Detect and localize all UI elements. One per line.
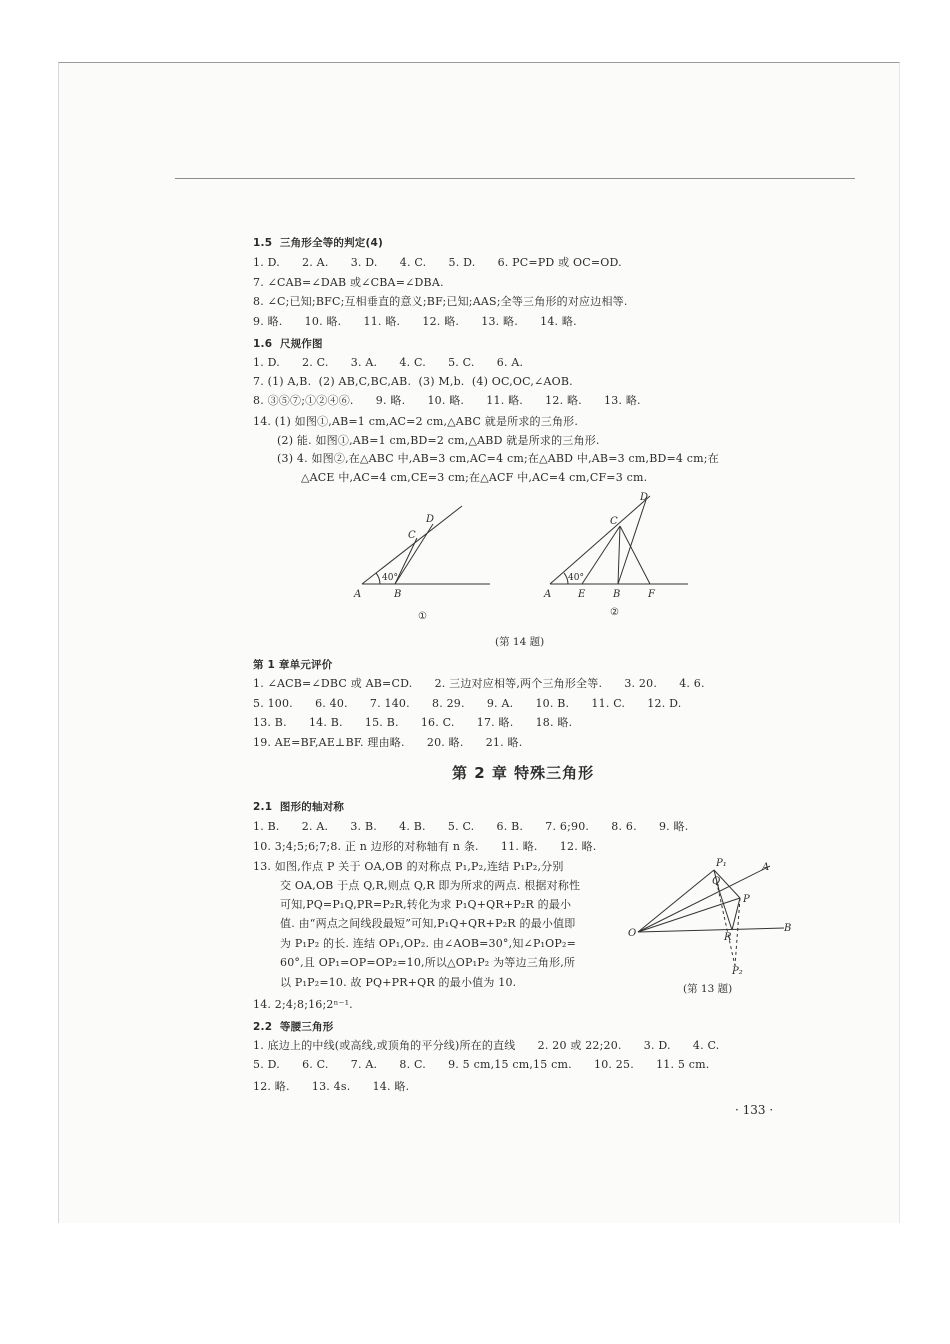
fig2-label-b: B	[613, 589, 621, 600]
figure-13	[622, 852, 802, 977]
answer-line: 9. 略. 10. 略. 11. 略. 12. 略. 13. 略. 14. 略.	[253, 315, 577, 328]
figure-13-caption: (第 13 题)	[683, 983, 733, 995]
answer-line: (2) 能. 如图①,AB=1 cm,BD=2 cm,△ABD 就是所求的三角形.	[277, 434, 600, 447]
answer-line: 1. D. 2. C. 3. A. 4. C. 5. C. 6. A.	[253, 356, 524, 369]
fig13-label-p: P	[743, 894, 750, 905]
answer-line: 5. D. 6. C. 7. A. 8. C. 9. 5 cm,15 cm,15 cm. 10. 25. 11. 5 cm.	[253, 1058, 710, 1071]
answer-line: 1. ∠ACB=∠DBC 或 AB=CD. 2. 三边对应相等,两个三角形全等. 3. 20. 4. 6.	[253, 677, 705, 690]
fig1-label-a: A	[354, 589, 362, 600]
fig13-label-r: R	[724, 932, 732, 943]
section-heading-2-2: 2.2 等腰三角形	[253, 1021, 334, 1033]
chapter-title: 第 2 章 特殊三角形	[452, 764, 595, 782]
q13-line: 可知,PQ=P₁Q,PR=P₂R,转化为求 P₁Q+QR+P₂R 的最小	[280, 898, 572, 911]
answer-line: 5. 100. 6. 40. 7. 140. 8. 29. 9. A. 10. B. 11. C. 12. D.	[253, 697, 682, 710]
answer-line: 7. ∠CAB=∠DAB 或∠CBA=∠DBA.	[253, 276, 444, 289]
fig2-label-c: C	[610, 516, 618, 527]
fig2-angle: 40°	[568, 573, 584, 583]
q13-line: 13. 如图,作点 P 关于 OA,OB 的对称点 P₁,P₂,连结 P₁P₂,分别	[253, 860, 564, 873]
answer-line: 1. D. 2. A. 3. D. 4. C. 5. D. 6. PC=PD 或 OC=OD.	[253, 256, 622, 269]
answer-line: 14. 2;4;8;16;2ⁿ⁻¹.	[253, 998, 353, 1011]
answer-line: 19. AE=BF,AE⊥BF. 理由略. 20. 略. 21. 略.	[253, 736, 523, 749]
q13-line: 以 P₁P₂=10. 故 PQ+PR+QR 的最小值为 10.	[280, 976, 517, 989]
fig13-label-o: O	[628, 928, 637, 939]
section-heading-1-6: 1.6 尺规作图	[253, 338, 323, 350]
fig2-label-e: E	[578, 589, 586, 600]
answer-line: 12. 略. 13. 4s. 14. 略.	[253, 1080, 410, 1093]
answer-line: 10. 3;4;5;6;7;8. 正 n 边形的对称轴有 n 条. 11. 略. 12. 略.	[253, 840, 597, 853]
fig13-label-a: A	[762, 862, 770, 873]
q13-line: 为 P₁P₂ 的长. 连结 OP₁,OP₂. 由∠AOB=30°,知∠P₁OP₂=	[280, 937, 576, 950]
q13-line: 交 OA,OB 于点 Q,R,则点 Q,R 即为所求的两点. 根据对称性	[280, 879, 581, 892]
page-number: · 133 ·	[735, 1103, 774, 1117]
fig13-label-b: B	[784, 923, 792, 934]
fig13-label-q: Q	[712, 876, 721, 887]
fig1-label-d: D	[426, 514, 435, 525]
answer-line: (3) 4. 如图②,在△ABC 中,AB=3 cm,AC=4 cm;在△ABD 中,AB=3 cm,BD=4 cm;在	[277, 452, 719, 465]
header-rule	[175, 178, 855, 179]
fig1-angle: 40°	[382, 573, 398, 583]
fig2-label-d: D	[640, 492, 649, 503]
figure-14-1	[353, 506, 490, 622]
fig1-number: ①	[418, 611, 427, 622]
q13-line: 60°,且 OP₁=OP=OP₂=10,所以△OP₁P₂ 为等边三角形,所	[280, 956, 576, 969]
answer-line: 14. (1) 如图①,AB=1 cm,AC=2 cm,△ABC 就是所求的三角形.	[253, 415, 579, 428]
answer-line: △ACE 中,AC=4 cm,CE=3 cm;在△ACF 中,AC=4 cm,CF=3 cm.	[301, 471, 648, 484]
figure-14-2	[543, 492, 688, 618]
fig2-number: ②	[610, 607, 619, 618]
fig13-label-p2: P₂	[732, 966, 743, 977]
answer-line: 1. 底边上的中线(或高线,或顶角的平分线)所在的直线 2. 20 或 22;20. 3. D. 4. C.	[253, 1039, 720, 1052]
fig1-label-c: C	[408, 530, 416, 541]
section-heading-unit-review: 第 1 章单元评价	[253, 659, 333, 671]
answer-line: 8. ③⑤⑦;①②④⑥. 9. 略. 10. 略. 11. 略. 12. 略. 13. 略.	[253, 394, 641, 407]
section-heading-1-5: 1.5 三角形全等的判定(4)	[253, 237, 384, 249]
answer-line: 1. B. 2. A. 3. B. 4. B. 5. C. 6. B. 7. 6;90. 8. 6. 9. 略.	[253, 820, 689, 833]
answer-line: 7. (1) A,B. (2) AB,C,BC,AB. (3) M,b. (4) OC,OC,∠AOB.	[253, 375, 573, 388]
figure-14-caption: (第 14 题)	[495, 636, 545, 648]
section-heading-2-1: 2.1 图形的轴对称	[253, 801, 345, 813]
fig2-label-a: A	[544, 589, 552, 600]
fig13-label-p1: P₁	[716, 858, 727, 869]
answer-line: 8. ∠C;已知;BFC;互相垂直的意义;BF;已知;AAS;全等三角形的对应边相等.	[253, 295, 628, 308]
fig1-label-b: B	[394, 589, 402, 600]
figure-14	[340, 488, 700, 628]
fig2-label-f: F	[648, 589, 655, 600]
q13-line: 值. 由“两点之间线段最短”可知,P₁Q+QR+P₂R 的最小值即	[280, 917, 576, 930]
answer-line: 13. B. 14. B. 15. B. 16. C. 17. 略. 18. 略.	[253, 716, 573, 729]
